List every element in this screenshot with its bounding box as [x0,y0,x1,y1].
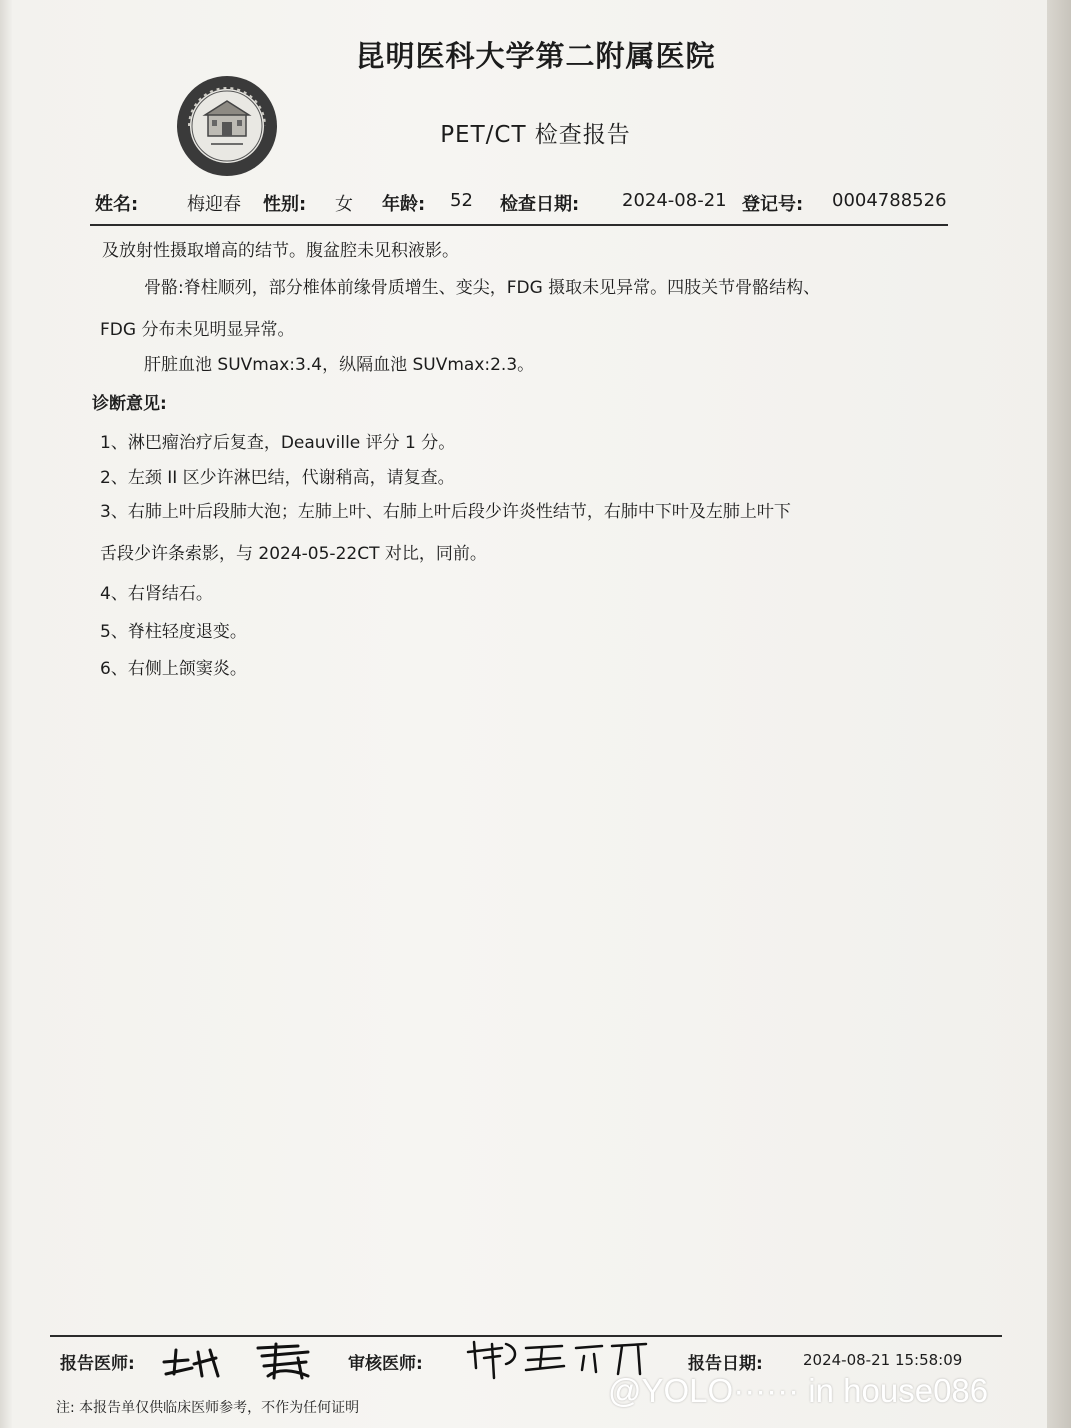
name-label: 姓名: [95,194,139,215]
age-value: 52 [450,190,473,211]
exam-date-label: 检查日期: [500,194,580,215]
paper-edge-left [0,0,12,1428]
finding-line: 骨骼:脊柱顺列，部分椎体前缘骨质增生、变尖，FDG 摄取未见异常。四肢关节骨骼结构、 [144,278,821,298]
diagnosis-line: 1、淋巴瘤治疗后复查，Deauville 评分 1 分。 [100,433,456,453]
registration-number: 0004788526 [832,190,947,211]
diagnosis-line: 舌段少许条索影，与 2024-05-22CT 对比，同前。 [100,544,487,564]
finding-line: 及放射性摄取增高的结节。腹盆腔未见积液影。 [102,241,459,261]
exam-date-value: 2024-08-21 [622,190,727,211]
diagnosis-line: 4、右肾结石。 [100,584,213,604]
report-title: PET/CT 检查报告 [440,122,631,148]
sex-value: 女 [335,194,353,215]
sex-label: 性别: [263,194,307,215]
header-divider [90,224,948,226]
age-label: 年龄: [382,194,426,215]
diagnosis-line: 6、右侧上颌窦炎。 [100,659,247,679]
reporter-signature [158,1338,330,1382]
patient-info-row [95,184,955,224]
reviewer-label: 审核医师: [348,1354,423,1374]
registration-label: 登记号: [742,194,804,215]
hospital-name: 昆明医科大学第二附属医院 [355,39,716,73]
report-date-value: 2024-08-21 15:58:09 [803,1351,963,1369]
diagnosis-line: 5、脊柱轻度退变。 [100,622,247,642]
diagnosis-heading: 诊断意见: [92,394,167,414]
watermark-text: @YOLO······ in house086 [608,1372,989,1409]
name-value: 梅迎春 [187,194,241,215]
reporter-label: 报告医师: [60,1354,135,1374]
finding-line: FDG 分布未见明显异常。 [100,320,295,340]
finding-line: 肝脏血池 SUVmax:3.4，纵隔血池 SUVmax:2.3。 [144,355,535,375]
diagnosis-line: 2、左颈 II 区少许淋巴结，代谢稍高，请复查。 [100,468,455,488]
diagnosis-line: 3、右肺上叶后段肺大泡；左肺上叶、右肺上叶后段少许炎性结节，右肺中下叶及左肺上叶下 [100,502,791,522]
report-date-label: 报告日期: [688,1354,763,1374]
disclaimer-note: 注: 本报告单仅供临床医师参考，不作为任何证明 [56,1400,360,1416]
paper-edge-right [1047,0,1071,1428]
